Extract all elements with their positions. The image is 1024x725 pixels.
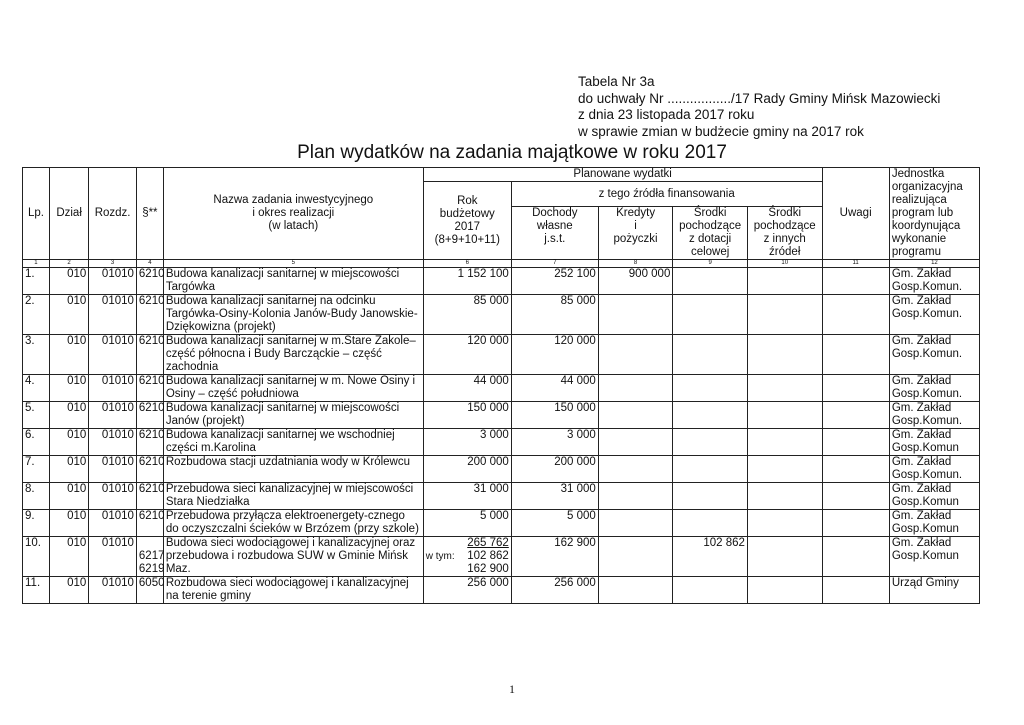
cell-other-sources <box>747 402 822 429</box>
cell-loans <box>598 375 673 402</box>
col-unit-l2: organizacyjna <box>891 181 963 193</box>
table-body <box>23 268 980 537</box>
cell-budget-year: 5 000 <box>423 510 511 537</box>
cell-loans: 900 000 <box>598 268 673 295</box>
cell-lp: 6. <box>23 429 50 456</box>
cell-unit: Urząd Gminy <box>889 577 979 604</box>
cell-dzial: 010 <box>49 268 88 295</box>
cell-dzial: 010 <box>49 510 88 537</box>
cell-rozdz: 01010 <box>89 537 137 577</box>
col-grants <box>673 207 748 260</box>
cell-loans <box>598 335 673 375</box>
cell-loans <box>598 402 673 429</box>
cell-rozdz: 01010 <box>89 483 137 510</box>
col-budget-year-l4: (8+9+10+11) <box>434 233 500 246</box>
cell-paragraph: 6210 <box>136 483 163 510</box>
cell-uwagi <box>822 429 889 456</box>
cell-task-name: Budowa kanalizacji sanitarnej w miejscowości Targówka <box>163 268 423 295</box>
cell-rozdz: 01010 <box>89 335 137 375</box>
col-task-name-l2: i okres realizacji <box>252 207 335 219</box>
cell-uwagi <box>822 537 889 577</box>
cell-grants <box>673 295 748 335</box>
investment-table <box>22 167 980 604</box>
cell-paragraph: 6210 <box>136 429 163 456</box>
document-header <box>578 74 940 140</box>
col-own-income-l2: własne <box>536 220 573 232</box>
cell-own-income: 252 100 <box>511 268 598 295</box>
column-number-row <box>23 260 980 268</box>
cell-budget-a: 102 862 <box>467 550 509 562</box>
col-unit-l4: program lub <box>891 207 954 219</box>
cell-budget-split-a <box>423 550 511 563</box>
cell-budget-b: 162 900 <box>423 563 511 577</box>
col-loans <box>598 207 673 260</box>
cell-dzial: 010 <box>49 402 88 429</box>
page-number: 1 <box>509 682 515 696</box>
cell-lp: 9. <box>23 510 50 537</box>
cell-unit: Gm. Zakład Gosp.Komun. <box>889 268 979 295</box>
col-number: 6 <box>423 260 511 268</box>
table-row <box>23 537 980 551</box>
cell-dzial: 010 <box>49 483 88 510</box>
col-uwagi: Uwagi <box>822 168 889 260</box>
cell-other-sources <box>747 577 822 604</box>
cell-rozdz: 01010 <box>89 402 137 429</box>
cell-unit: Gm. Zakład Gosp.Komun <box>889 429 979 456</box>
cell-paragraph: 6210 <box>136 268 163 295</box>
resolution-reference: do uchwały Nr ................./17 Rady Gminy Mińsk Mazowiecki <box>578 90 941 106</box>
cell-paragraph <box>136 537 163 551</box>
col-other-sources-l1: Środki <box>768 207 802 219</box>
col-number: 12 <box>889 260 979 268</box>
table-row <box>23 577 980 604</box>
cell-loans <box>598 456 673 483</box>
cell-own-income: 5 000 <box>511 510 598 537</box>
cell-unit: Gm. Zakład Gosp.Komun <box>889 483 979 510</box>
cell-budget-year: 85 000 <box>423 295 511 335</box>
cell-loans <box>598 537 673 577</box>
cell-paragraph: 6210 <box>136 402 163 429</box>
cell-rozdz: 01010 <box>89 375 137 402</box>
cell-grants <box>673 510 748 537</box>
cell-other-sources <box>747 510 822 537</box>
cell-own-income: 200 000 <box>511 456 598 483</box>
cell-uwagi <box>822 577 889 604</box>
cell-budget-year: 256 000 <box>423 577 511 604</box>
cell-own-income: 256 000 <box>511 577 598 604</box>
cell-uwagi <box>822 268 889 295</box>
cell-uwagi <box>822 295 889 335</box>
col-loans-l2: i <box>634 220 637 232</box>
cell-budget-year: 3 000 <box>423 429 511 456</box>
table-row <box>23 483 980 510</box>
cell-budget-year: 44 000 <box>423 375 511 402</box>
col-number: 10 <box>747 260 822 268</box>
cell-uwagi <box>822 483 889 510</box>
cell-task-name: Budowa kanalizacji sanitarnej na odcinku Targówka-Osiny-Kolonia Janów-Budy Janowskie- Dziękowizna (projekt) <box>163 295 423 335</box>
page-title-text: Plan wydatków na zadania majątkowe w roku 2017 <box>297 142 727 163</box>
table-body-extra <box>23 537 980 604</box>
cell-budget-year <box>423 537 511 551</box>
cell-uwagi <box>822 335 889 375</box>
cell-task-name: Budowa sieci wodociągowej i kanalizacyjnej oraz przebudowa i rozbudowa SUW w Gminie Mińsk Maz. <box>163 537 423 577</box>
cell-uwagi <box>822 510 889 537</box>
table-row <box>23 456 980 483</box>
cell-budget-year: 200 000 <box>423 456 511 483</box>
cell-grants <box>673 429 748 456</box>
col-number: 5 <box>163 260 423 268</box>
col-task-name <box>163 168 423 260</box>
cell-paragraph-a: 6217 <box>136 550 163 563</box>
col-task-name-l3: (w latach) <box>268 220 319 232</box>
table-row <box>23 295 980 335</box>
col-number: 8 <box>598 260 673 268</box>
col-paragraph: §** <box>136 168 163 260</box>
cell-lp: 8. <box>23 483 50 510</box>
resolution-date: z dnia 23 listopada 2017 roku <box>578 107 755 122</box>
col-unit-l5: koordynująca <box>891 220 961 232</box>
cell-own-income: 85 000 <box>511 295 598 335</box>
col-unit-l7: programu <box>891 246 942 258</box>
cell-dzial: 010 <box>49 456 88 483</box>
col-planned-expenses: Planowane wydatki <box>423 168 822 182</box>
cell-grants <box>673 335 748 375</box>
cell-grants: 102 862 <box>673 537 748 577</box>
cell-lp: 4. <box>23 375 50 402</box>
col-other-sources-l4: źródeł <box>769 246 801 258</box>
col-own-income-l3: j.s.t. <box>544 233 566 245</box>
col-number: 1 <box>23 260 50 268</box>
col-budget-year-l1: Rok <box>457 194 478 207</box>
cell-unit: Gm. Zakład Gosp.Komun. <box>889 402 979 429</box>
cell-dzial: 010 <box>49 335 88 375</box>
cell-rozdz: 01010 <box>89 577 137 604</box>
col-unit-l1: Jednostka <box>891 168 945 180</box>
cell-unit: Gm. Zakład Gosp.Komun. <box>889 456 979 483</box>
cell-task-name: Budowa kanalizacji sanitarnej w m. Nowe Osiny i Osiny – część południowa <box>163 375 423 402</box>
cell-dzial: 010 <box>49 537 88 577</box>
header-row-1 <box>23 168 980 182</box>
col-loans-l1: Kredyty <box>616 207 656 219</box>
cell-uwagi <box>822 456 889 483</box>
cell-budget-year: 31 000 <box>423 483 511 510</box>
cell-task-name: Rozbudowa sieci wodociągowej i kanalizacyjnej na terenie gminy <box>163 577 423 604</box>
table-row <box>23 429 980 456</box>
cell-rozdz: 01010 <box>89 510 137 537</box>
cell-paragraph: 6210 <box>136 375 163 402</box>
cell-paragraph: 6210 <box>136 335 163 375</box>
col-grants-l1: Środki <box>693 207 727 219</box>
cell-dzial: 010 <box>49 577 88 604</box>
cell-rozdz: 01010 <box>89 429 137 456</box>
cell-task-name: Budowa kanalizacji sanitarnej we wschodniej części m.Karolina <box>163 429 423 456</box>
cell-task-name: Przebudowa przyłącza elektroenergety-cznego do oczyszczalni ścieków w Brzózem (przy szkole) <box>163 510 423 537</box>
col-budget-year-l3: 2017 <box>454 220 481 233</box>
col-lp: Lp. <box>23 168 50 260</box>
cell-own-income: 3 000 <box>511 429 598 456</box>
cell-own-income: 162 900 <box>511 537 598 577</box>
col-grants-l3: z dotacji <box>689 233 732 245</box>
cell-budget-total: 265 762 <box>467 537 509 549</box>
resolution-subject: w sprawie zmian w budżecie gminy na 2017 rok <box>578 123 864 139</box>
cell-other-sources <box>747 268 822 295</box>
col-other-sources-l2: pochodzące <box>753 220 816 232</box>
col-other-sources-l3: z innych <box>763 233 806 245</box>
cell-rozdz: 01010 <box>89 456 137 483</box>
col-own-income <box>511 207 598 260</box>
cell-budget-year: 1 152 100 <box>423 268 511 295</box>
cell-lp: 11. <box>23 577 50 604</box>
col-budget-year <box>423 182 511 260</box>
col-number: 4 <box>136 260 163 268</box>
col-rozdz: Rozdz. <box>89 168 137 260</box>
col-unit-l3: realizująca <box>891 194 947 206</box>
cell-lp: 2. <box>23 295 50 335</box>
col-grants-l4: celowej <box>690 246 730 258</box>
cell-other-sources <box>747 537 822 577</box>
table-row <box>23 510 980 537</box>
cell-lp: 10. <box>23 537 50 577</box>
cell-task-name: Rozbudowa stacji uzdatniania wody w Królewcu <box>163 456 423 483</box>
cell-other-sources <box>747 456 822 483</box>
cell-other-sources <box>747 295 822 335</box>
cell-paragraph: 6210 <box>136 295 163 335</box>
cell-own-income: 44 000 <box>511 375 598 402</box>
table-row <box>23 268 980 295</box>
cell-dzial: 010 <box>49 375 88 402</box>
in-which-label: w tym: <box>425 551 455 562</box>
table-row <box>23 335 980 375</box>
cell-lp: 7. <box>23 456 50 483</box>
cell-budget-year: 150 000 <box>423 402 511 429</box>
cell-unit: Gm. Zakład Gosp.Komun. <box>889 335 979 375</box>
col-budget-year-l2: budżetowy <box>439 207 495 220</box>
cell-grants <box>673 456 748 483</box>
col-task-name-l1: Nazwa zadania inwestycyjnego <box>213 194 374 206</box>
cell-lp: 5. <box>23 402 50 429</box>
cell-dzial: 010 <box>49 429 88 456</box>
cell-uwagi <box>822 375 889 402</box>
col-number: 3 <box>89 260 137 268</box>
cell-loans <box>598 483 673 510</box>
cell-other-sources <box>747 335 822 375</box>
cell-unit: Gm. Zakład Gosp.Komun. <box>889 295 979 335</box>
cell-uwagi <box>822 402 889 429</box>
table-number: Tabela Nr 3a <box>578 74 655 89</box>
col-number: 11 <box>822 260 889 268</box>
cell-own-income: 120 000 <box>511 335 598 375</box>
cell-loans <box>598 510 673 537</box>
col-funding-sources: z tego źródła finansowania <box>511 182 822 207</box>
cell-task-name: Budowa kanalizacji sanitarnej w miejscowości Janów (projekt) <box>163 402 423 429</box>
table-row <box>23 375 980 402</box>
cell-loans <box>598 577 673 604</box>
cell-grants <box>673 375 748 402</box>
cell-grants <box>673 402 748 429</box>
cell-loans <box>598 429 673 456</box>
cell-loans <box>598 295 673 335</box>
cell-paragraph: 6210 <box>136 510 163 537</box>
cell-dzial: 010 <box>49 295 88 335</box>
cell-lp: 1. <box>23 268 50 295</box>
cell-own-income: 31 000 <box>511 483 598 510</box>
col-grants-l2: pochodzące <box>679 220 742 232</box>
table-row <box>23 402 980 429</box>
cell-budget-year: 120 000 <box>423 335 511 375</box>
cell-unit: Gm. Zakład Gosp.Komun <box>889 537 979 577</box>
cell-rozdz: 01010 <box>89 295 137 335</box>
cell-other-sources <box>747 375 822 402</box>
cell-unit: Gm. Zakład Gosp.Komun. <box>889 375 979 402</box>
cell-other-sources <box>747 429 822 456</box>
cell-other-sources <box>747 483 822 510</box>
col-number: 7 <box>511 260 598 268</box>
cell-grants <box>673 483 748 510</box>
cell-paragraph: 6050 <box>136 577 163 604</box>
col-own-income-l1: Dochody <box>532 207 578 219</box>
cell-grants <box>673 268 748 295</box>
col-unit-l6: wykonanie <box>891 233 947 245</box>
col-number: 2 <box>49 260 88 268</box>
col-loans-l3: pożyczki <box>613 233 658 245</box>
cell-paragraph-b: 6219 <box>136 563 163 577</box>
cell-task-name: Budowa kanalizacji sanitarnej w m.Stare Zakole–część północna i Budy Barcząckie – część zachodnia <box>163 335 423 375</box>
cell-grants <box>673 577 748 604</box>
cell-rozdz: 01010 <box>89 268 137 295</box>
cell-paragraph: 6210 <box>136 456 163 483</box>
cell-task-name: Przebudowa sieci kanalizacyjnej w miejscowości Stara Niedziałka <box>163 483 423 510</box>
cell-lp: 3. <box>23 335 50 375</box>
col-other-sources <box>747 207 822 260</box>
col-dzial: Dział <box>49 168 88 260</box>
col-number: 9 <box>673 260 748 268</box>
col-unit <box>889 168 979 260</box>
cell-unit: Gm. Zakład Gosp.Komun <box>889 510 979 537</box>
cell-own-income: 150 000 <box>511 402 598 429</box>
page-title <box>0 142 1024 164</box>
